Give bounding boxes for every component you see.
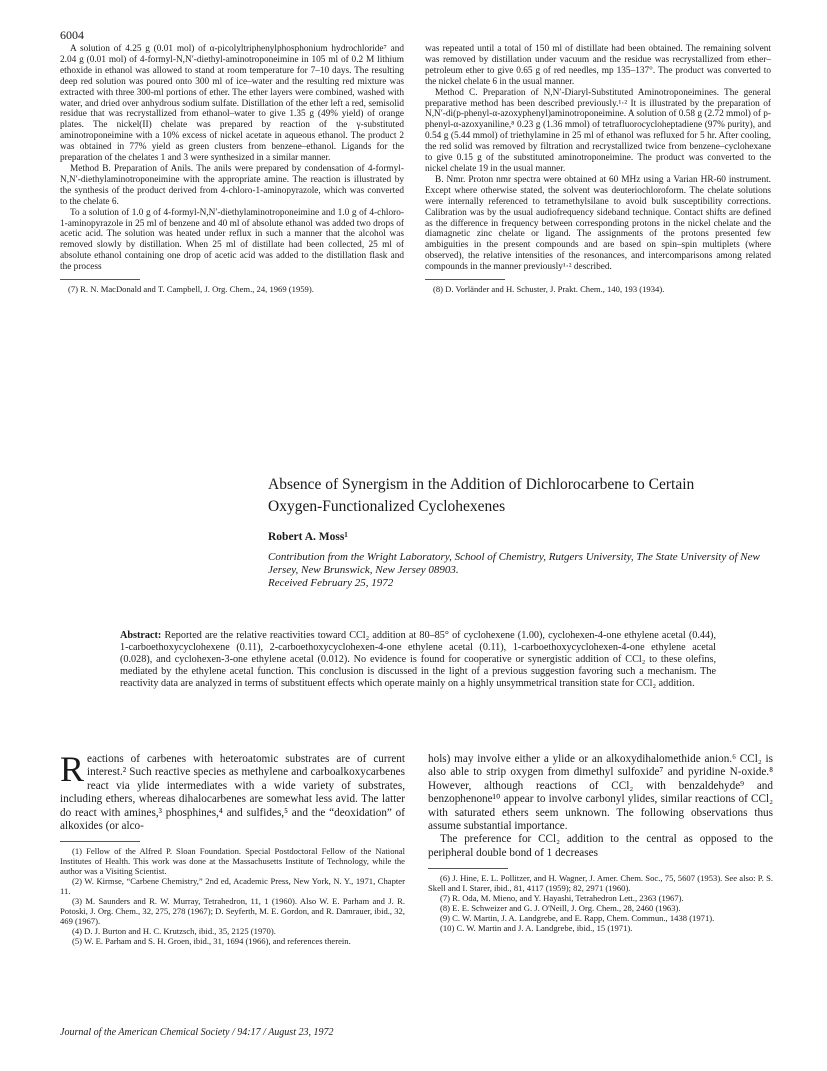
journal-footer: Journal of the American Chemical Society / 94:17 / August 23, 1972	[60, 1027, 334, 1038]
footnote: (4) D. J. Burton and H. C. Krutzsch, ibid., 35, 2125 (1970).	[72, 926, 276, 937]
footnotes	[60, 846, 405, 946]
abstract	[120, 630, 716, 690]
paragraph: was repeated until a total of 150 ml of distillate had been obtained. The remaining solvent was removed by distillation under vacuum and the residue was recrystallized from ether–petroleum ether to give 0.65 g of red needles, mp 135–137°. The product was converted to the nickel chelate 6 in the usual manner.	[425, 44, 771, 87]
author: Robert A. Moss¹	[268, 531, 348, 543]
abstract-text: Reported are the relative reactivities toward CCl₂ addition at 80–85° of cyclohexene (1.00), cyclohexen-4-one ethylene acetal (0.44), 1-carboethoxycyclohexene (0.11), 2-carboethoxycyclohexen-4-one ethylene acetal (0.11), 1-carboethoxycyclohexen-4-one ethylene acetal (0.028), and cyclohexen-3-one ethylene acetal (0.012). No evidence is found for cooperative or synergistic addition of CCl₂ to these olefins, mediated by the ethylene acetal function. This conclusion is discussed in the light of a previous suggestion favoring such a mechanism. The reactivity data are analyzed in terms of substituent effects which operate mainly on a highly unsymmetrical transition state for CCl₂ addition.	[120, 630, 717, 690]
paragraph: To a solution of 1.0 g of 4-formyl-N,N′-diethylaminotroponeimine and 1.0 g of 4-chloro-1-aminopyrazole in 25 ml of benzene and 40 ml of absolute ethanol was added two drops of acetic acid. The solution was heated under reflux in such a manner that the alcohol was removed slowly by distillation. When 25 ml of distillate had been collected, 25 ml of absolute ethanol containing one drop of acetic acid was added to the distillation flask and the process	[60, 207, 404, 273]
footnote: (6) J. Hine, E. L. Pollitzer, and H. Wagner, J. Amer. Chem. Soc., 75, 5607 (1953). See also: P. S. Skell and I. Starer, ibid., 81, 4117 (1959); 82, 2971 (1960).	[428, 873, 773, 894]
paragraph: The preference for CCl₂ addition to the central as opposed to the peripheral double bond of 1 decreases	[428, 833, 773, 859]
footnote: (7) R. N. MacDonald and T. Campbell, J. Org. Chem., 24, 1969 (1959).	[68, 284, 314, 295]
body-right-column	[428, 753, 773, 933]
footnote-divider	[425, 279, 505, 280]
footnote: (9) C. W. Martin, J. A. Landgrebe, and E. Rapp, Chem. Commun., 1438 (1971).	[440, 913, 715, 924]
footnote: (8) D. Vorländer and H. Schuster, J. Prakt. Chem., 140, 193 (1934).	[433, 284, 665, 295]
paragraph: hols) may involve either a ylide or an alkoxydihalomethide anion.⁶ CCl₂ is also able to strip oxygen from dimethyl sulfoxide⁷ and pyridine N-oxide.⁸ However, although reactions of CCl₂ with benzaldehyde⁹ and benzophenone¹⁰ appear to involve carbonyl ylides, similar reactions of CCl₂ with saturated ethers seem unknown. The following observations thus assume substantial importance.	[428, 753, 773, 833]
paragraph: A solution of 4.25 g (0.01 mol) of α-picolyltriphenylphosphonium hydrochloride⁷ and 2.04 g (0.01 mol) of 4-formyl-N,N′-diethyl-aminotroponeimine in 105 ml of 0.2 M lithium ethoxide in ethanol was allowed to stand at room temperature for 7–10 days. The resulting deep red solution was poured onto 300 ml of ice–water and the resulting red mixture was extracted with three 300-ml portions of ether. The ether layers were combined, washed with water, and dried over anhydrous sodium sulfate. Distillation of the ether left a red, semisolid residue that was recrystallized from ethanol–water to give 1.35 g (49% yield) of orange plates. The nickel(II) chelate was prepared by reaction of the γ-substituted aminotroponeimine with a 10% excess of nickel acetate in aqueous ethanol. The product 2 was obtained in 77% yield as green clusters from benzene–ethanol. Ligands for the preparation of the chelates 1 and 3 were synthesized in a similar manner.	[60, 44, 404, 164]
footnote-divider	[60, 841, 140, 842]
footnote: (2) W. Kirmse, “Carbene Chemistry,” 2nd ed, Academic Press, New York, N. Y., 1971, Chapter 11.	[60, 876, 405, 897]
paragraph: Method C. Preparation of N,N′-Diaryl-Substituted Aminotroponeimines. The general preparative method has been described previously.¹·² It is illustrated by the preparation of N,N′-di(p-phenyl-α-azoxyphenyl)aminotroponeimine. A solution of 0.58 g (2.72 mmol) of p-phenyl-α-azoxyaniline,⁸ 0.23 g (1.36 mmol) of tetrafluorocycloheptadiene (97% purity), and 0.54 g (5.44 mmol) of triethylamine in 25 ml of ethanol was refluxed for 5 hr. After cooling, the red solid was removed by filtration and recrystallized twice from benzene–cyclohexane to give 0.15 g of the substituted aminotroponeimine. The product was converted to the nickel chelate 19 in the usual manner.	[425, 87, 771, 174]
intro-paragraph	[60, 749, 405, 833]
footnotes	[428, 873, 773, 933]
footnote: (8) E. E. Schweizer and G. J. O'Neill, J. Org. Chem., 28, 2460 (1963).	[440, 903, 681, 914]
page-number: 6004	[60, 28, 84, 42]
footnote: (1) Fellow of the Alfred P. Sloan Foundation. Special Postdoctoral Fellow of the National Institutes of Health. This work was done at the Massachusetts Institute of Technology, while the author was a Visiting Scientist.	[60, 846, 405, 877]
top-left-column	[60, 44, 404, 294]
received-date: Received February 25, 1972	[268, 577, 394, 590]
footnote: (10) C. W. Martin and J. A. Landgrebe, ibid., 15 (1971).	[440, 923, 633, 934]
paragraph: B. Nmr. Proton nmr spectra were obtained at 60 MHz using a Varian HR-60 instrument. Except where otherwise stated, the solvent was deuteriochloroform. The chelate solutions were internally referenced to tetramethylsilane to avoid bulk susceptibility corrections. Calibration was by the usual audiofrequency sideband technique. Contact shifts are defined as the difference in frequency between corresponding protons in the nickel chelate and the diamagnetic zinc chelate or ligand. The assignments of the protons presented few ambiguities in the present compounds and are based on spin–spin multiplets (where observed), the relative intensities of the resonances, and intercomparisons among related compounds in the manner previously¹·² described.	[425, 174, 771, 273]
affiliation-text: Contribution from the Wright Laboratory, School of Chemistry, Rutgers University, The State University of New Jersey, New Brunswick, New Jersey 08903.	[268, 551, 760, 577]
drop-cap: R	[60, 749, 85, 789]
paragraph: Method B. Preparation of Anils. The anils were prepared by condensation of 4-formyl-N,N′-diethylaminotroponeimine with the appropriate amine. The reaction is illustrated by the synthesis of the product derived from 4-chloro-1-aminopyrazole, which was converted to the chelate 6.	[60, 163, 404, 207]
footnote-divider	[60, 279, 140, 280]
article-title: Absence of Synergism in the Addition of Dichlorocarbene to Certain Oxygen-Functionalized Cyclohexenes	[268, 476, 695, 515]
footnote: (5) W. E. Parham and S. H. Groen, ibid., 31, 1694 (1966), and references therein.	[72, 936, 351, 947]
affiliation	[268, 551, 788, 591]
footnote: (3) M. Saunders and R. W. Murray, Tetrahedron, 11, 1 (1960). Also W. E. Parham and J. R. Potoski, J. Org. Chem., 32, 275, 278 (1967); D. Seyferth, M. E. Gordon, and R. Damrauer, ibid., 32, 469 (1967).	[60, 896, 405, 927]
body-left-column	[60, 749, 405, 947]
footnote: (7) R. Oda, M. Mieno, and Y. Hayashi, Tetrahedron Lett., 2363 (1967).	[440, 893, 684, 904]
top-right-column	[425, 44, 771, 294]
footnote-divider	[428, 868, 508, 869]
abstract-label: Abstract:	[120, 630, 162, 641]
intro-text: eactions of carbenes with heteroatomic substrates are of current interest.² Such reactive species as methylene and carboalkoxycarbenes react via ylide intermediates with a wide variety of substrates, including ethers, whereas dihalocarbenes are somewhat less avid. The latter do react with amines,³ phosphines,⁴ and sulfides,⁵ and the “deoxidation” of alkoxides (or alco-	[60, 753, 405, 833]
